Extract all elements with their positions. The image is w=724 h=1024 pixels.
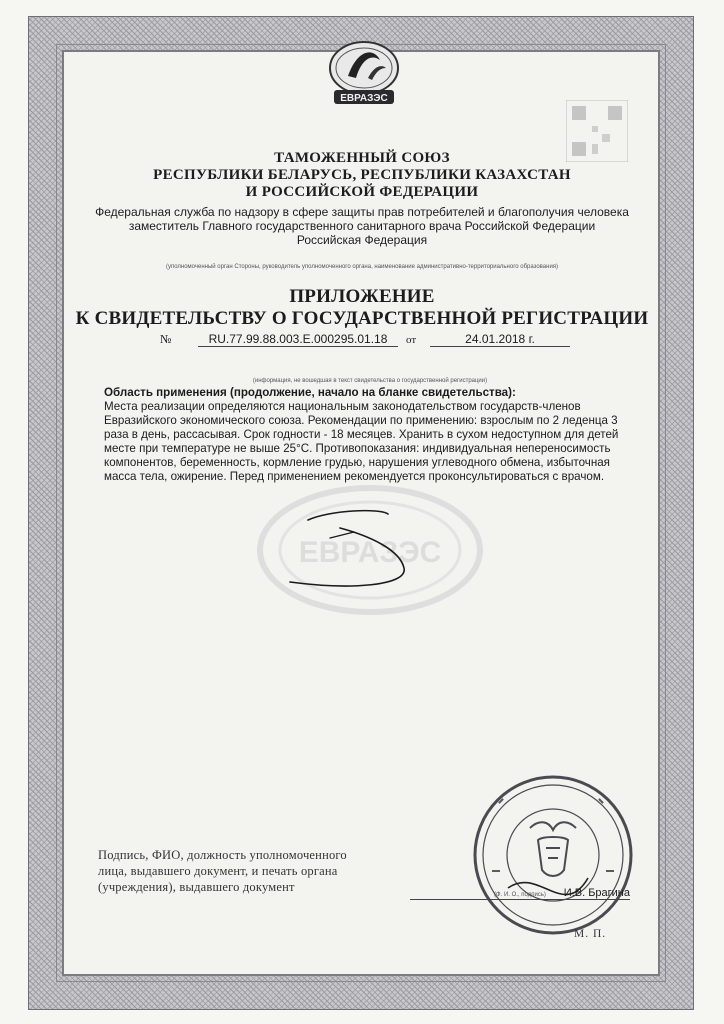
service-line-2: заместитель Главного государственного санитарного врача Российской Федерации bbox=[128, 219, 596, 233]
scope-line-1: Места реализации определяются национальным законодательством государств-членов bbox=[104, 400, 581, 413]
union-line-3: И РОССИЙСКОЙ ФЕДЕРАЦИИ bbox=[245, 184, 479, 200]
scope-section bbox=[104, 386, 634, 484]
appendix-title-line-1: ПРИЛОЖЕНИЕ bbox=[289, 286, 435, 307]
union-line-2: РЕСПУБЛИКИ БЕЛАРУСЬ, РЕСПУБЛИКИ КАЗАХСТАН bbox=[153, 167, 571, 183]
appendix-title bbox=[70, 286, 654, 330]
service-line-1: Федеральная служба по надзору в сфере защиты прав потребителей и благополучия человека bbox=[95, 205, 629, 219]
emblem-label: ЕВРАЗЭС bbox=[340, 93, 388, 104]
sign-line-3: (учреждения), выдавшего документ bbox=[98, 880, 295, 894]
scope-line-6: масса тела, ожирение. Перед применением рекомендуется проконсультироваться с врачом. bbox=[104, 470, 605, 483]
eurasec-emblem-icon bbox=[318, 38, 410, 108]
scope-line-3: раза в день, рассасывая. Срок годности - 18 месяцев. Хранить в сухом недоступном для детей bbox=[104, 428, 619, 441]
from-label: от bbox=[406, 334, 417, 346]
info-hint: (информация, не вошедшая в текст свидетельства о государственной регистрации) bbox=[252, 378, 488, 384]
sign-line-2: лица, выдавшего документ, и печать органа bbox=[98, 864, 338, 878]
signature-instructions bbox=[98, 847, 398, 895]
fio-hint: (Ф. И. О., подпись) bbox=[494, 892, 546, 898]
number-sign: № bbox=[160, 332, 172, 346]
scope-line-2: Евразийского экономического союза. Рекомендации по применению: взрослым по 2 леденца 3 bbox=[104, 414, 618, 427]
registration-number: RU.77.99.88.003.E.000295.01.18 bbox=[198, 332, 398, 347]
union-header bbox=[70, 150, 654, 201]
registration-date: 24.01.2018 г. bbox=[430, 332, 570, 347]
scope-title: Область применения (продолжение, начало на бланке свидетельства): bbox=[104, 386, 516, 399]
scope-line-5: компонентов, беременность, кормление грудью, нарушения углеводного обмена, избыточная bbox=[104, 456, 610, 469]
official-seal-icon bbox=[468, 770, 638, 940]
watermark-label: ЕВРАЗЭС bbox=[298, 536, 442, 569]
sign-line-1: Подпись, ФИО, должность уполномоченного bbox=[98, 848, 347, 862]
handwritten-mark bbox=[270, 506, 430, 596]
signer-name: И.В. Брагина bbox=[563, 887, 630, 899]
authority-block bbox=[70, 205, 654, 247]
registration-line bbox=[160, 332, 580, 348]
service-line-3: Российская Федерация bbox=[296, 233, 428, 247]
appendix-title-line-2: К СВИДЕТЕЛЬСТВУ О ГОСУДАРСТВЕННОЙ РЕГИСТРАЦИИ bbox=[75, 308, 649, 329]
scope-line-4: месте при температуре не выше 25°С. Противопоказания: индивидуальная непереносимость bbox=[104, 442, 611, 455]
authority-hint: (уполномоченный орган Стороны, руководитель уполномоченного органа, наименование административно-территориального образования) bbox=[165, 264, 559, 270]
stamp-place-label: М. П. bbox=[574, 928, 607, 940]
union-line-1: ТАМОЖЕННЫЙ СОЮЗ bbox=[274, 150, 450, 166]
